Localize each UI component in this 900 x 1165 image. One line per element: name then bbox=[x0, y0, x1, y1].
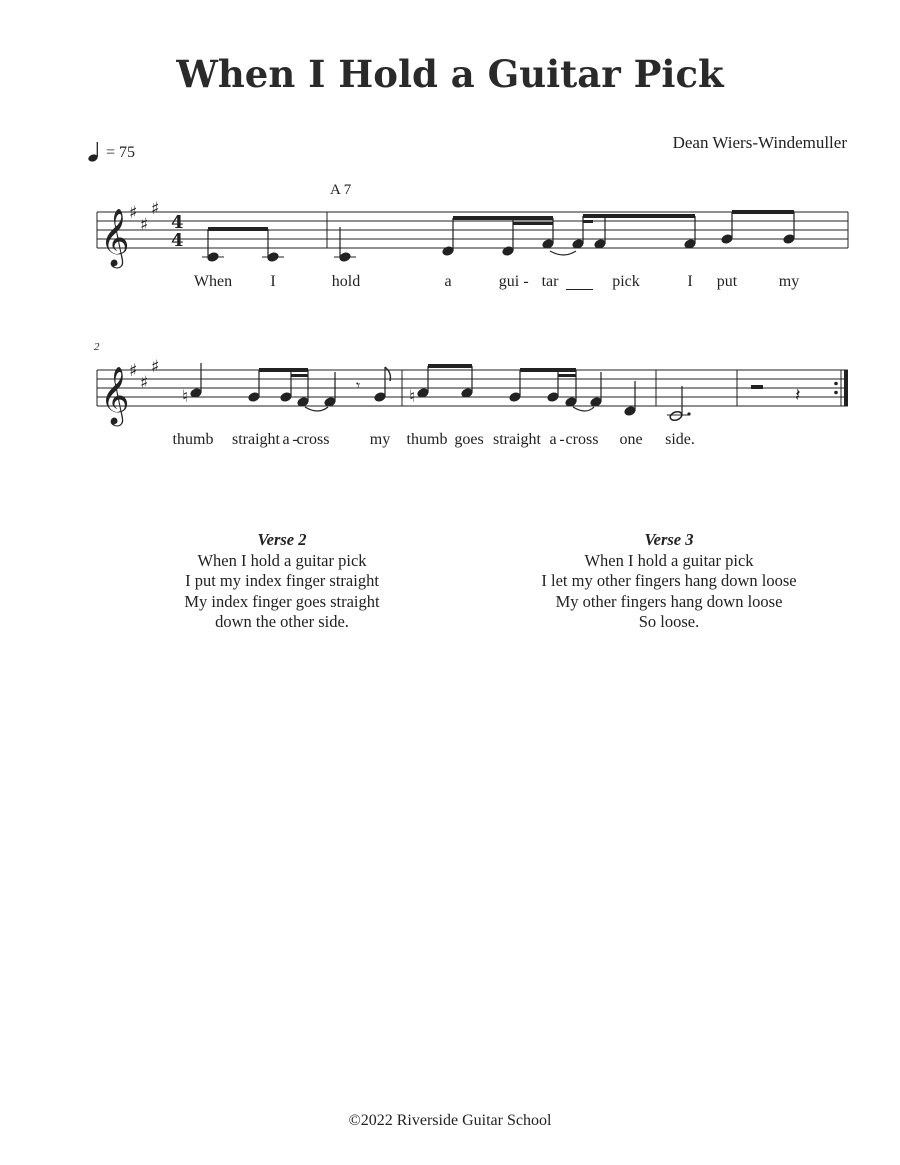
verse-line: So loose. bbox=[638, 612, 700, 631]
lyric-syllable: put bbox=[716, 273, 738, 290]
verse-3-block bbox=[519, 530, 819, 633]
svg-text:4: 4 bbox=[171, 230, 184, 251]
lyric-syllable: one bbox=[619, 431, 643, 448]
svg-text:♯: ♯ bbox=[140, 373, 149, 393]
svg-text:♯: ♯ bbox=[151, 357, 160, 377]
lyric-syllable: side. bbox=[665, 431, 695, 448]
lyric-syllable: I bbox=[270, 273, 276, 290]
verse-line: My other fingers hang down loose bbox=[555, 591, 783, 611]
lyric-hyphen: - bbox=[523, 273, 529, 290]
lyric-syllable: a bbox=[549, 431, 557, 448]
verse-line: I let my other fingers hang down loose bbox=[541, 571, 797, 590]
verse-2-block bbox=[132, 530, 432, 633]
copyright-footer: ©2022 Riverside Guitar School bbox=[348, 1112, 552, 1129]
lyric-syllable: my bbox=[369, 431, 391, 448]
measure-number: 2 bbox=[94, 341, 100, 353]
svg-text:4: 4 bbox=[171, 212, 184, 233]
treble-clef-icon: 𝄞 bbox=[100, 208, 130, 266]
svg-text:𝄾: 𝄾 bbox=[356, 376, 361, 395]
verse-line: My index finger goes straight bbox=[184, 591, 380, 611]
svg-text:♯: ♯ bbox=[129, 361, 138, 381]
lyric-syllable: pick bbox=[612, 273, 640, 290]
verse-title: Verse 2 bbox=[257, 530, 307, 549]
tie bbox=[573, 407, 594, 411]
song-title: When I Hold a Guitar Pick bbox=[176, 52, 724, 96]
lyric-syllable: thumb bbox=[172, 431, 214, 448]
lyric-syllable: cross bbox=[296, 431, 330, 448]
chord-symbol: A 7 bbox=[330, 182, 352, 198]
lyric-syllable: I bbox=[687, 273, 693, 290]
verse-line: When I hold a guitar pick bbox=[197, 550, 367, 570]
lyric-syllable: hold bbox=[331, 273, 361, 290]
svg-text:♯: ♯ bbox=[151, 199, 160, 219]
svg-text:♯: ♯ bbox=[129, 203, 138, 223]
notes-system-1 bbox=[202, 210, 795, 262]
tie bbox=[550, 251, 576, 255]
verse-line: I put my index finger straight bbox=[185, 571, 379, 590]
notes-system-2 bbox=[182, 363, 801, 422]
verse-line: down the other side. bbox=[215, 612, 349, 631]
svg-text:♯: ♯ bbox=[140, 215, 149, 235]
lyric-hyphen: - bbox=[292, 431, 298, 448]
repeat-dot bbox=[834, 391, 838, 395]
repeat-dot bbox=[834, 382, 838, 386]
svg-text:♮: ♮ bbox=[409, 387, 416, 407]
final-barline bbox=[844, 370, 848, 406]
lyric-syllable: my bbox=[778, 273, 800, 290]
tempo-value: = 75 bbox=[106, 144, 136, 161]
lyric-syllable: When bbox=[193, 273, 233, 290]
composer-name: Dean Wiers-Windemuller bbox=[672, 133, 847, 152]
tie bbox=[305, 407, 328, 411]
lyric-hyphen: - bbox=[559, 431, 565, 448]
lyric-syllable: cross bbox=[565, 431, 599, 448]
verse-line: When I hold a guitar pick bbox=[584, 550, 754, 570]
lyric-syllable: tar bbox=[541, 273, 559, 290]
key-signature bbox=[129, 199, 159, 393]
melisma-line bbox=[566, 289, 593, 290]
lyric-syllable: a bbox=[444, 273, 452, 290]
lyric-syllable: gui bbox=[498, 273, 520, 290]
svg-text:𝄽: 𝄽 bbox=[795, 385, 801, 406]
lyric-syllable: thumb bbox=[406, 431, 448, 448]
lyric-syllable: goes bbox=[454, 431, 484, 448]
verse-title: Verse 3 bbox=[644, 530, 694, 549]
treble-clef-icon: 𝄞 bbox=[100, 366, 130, 424]
music-notation bbox=[0, 0, 900, 480]
lyric-syllable: a bbox=[282, 431, 290, 448]
lyric-syllable: straight bbox=[493, 431, 541, 448]
svg-text:♮: ♮ bbox=[182, 387, 189, 407]
lyric-syllable: straight bbox=[232, 431, 280, 448]
time-signature bbox=[171, 212, 184, 251]
